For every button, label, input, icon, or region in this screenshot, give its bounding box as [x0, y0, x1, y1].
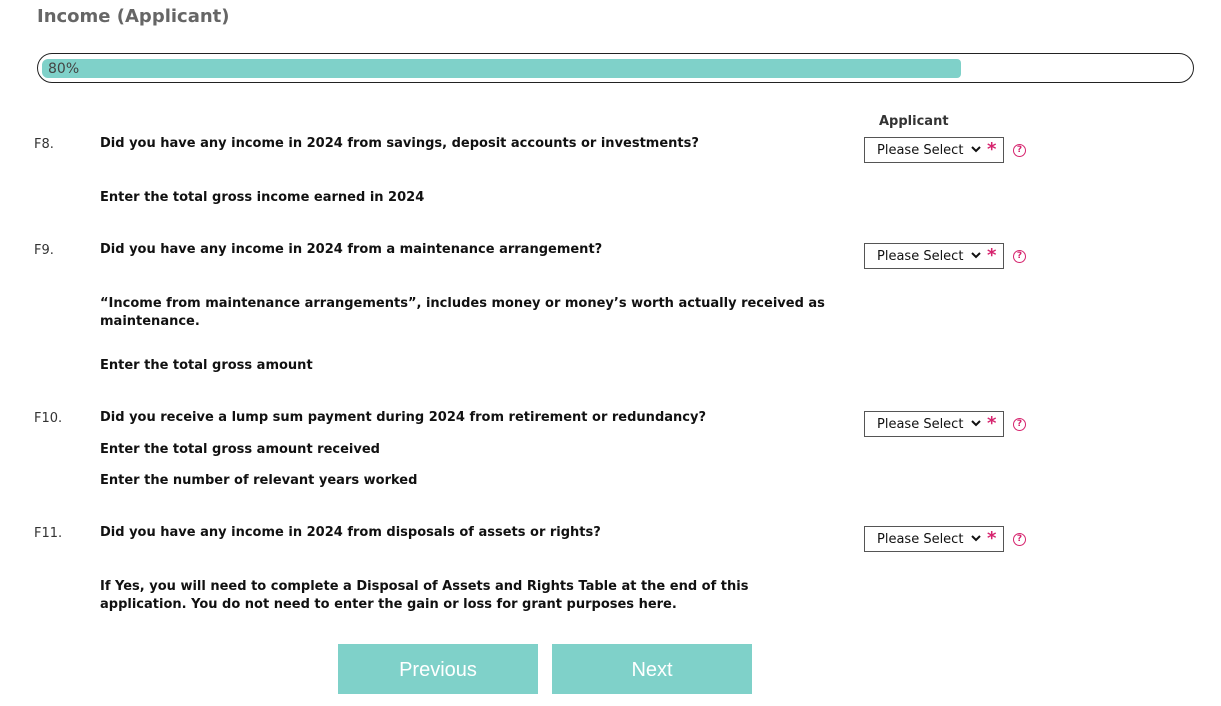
select-value: Please Select: [877, 249, 964, 264]
applicant-select-f11[interactable]: [864, 526, 1004, 552]
select-value: Please Select: [877, 532, 964, 547]
progress-fill: [42, 59, 961, 78]
applicant-select-f8[interactable]: [864, 137, 1004, 163]
question-note: Enter the total gross amount: [100, 358, 313, 373]
progress-bar: [37, 53, 1194, 83]
chevron-down-icon: [971, 531, 981, 545]
page-title: Income (Applicant): [37, 6, 230, 27]
question-text: Did you have any income in 2024 from savings, deposit accounts or investments?: [100, 136, 699, 151]
progress-label: 80%: [48, 61, 80, 77]
previous-button[interactable]: Previous: [338, 644, 538, 694]
question-number: F10.: [34, 411, 63, 426]
required-asterisk-icon: *: [987, 413, 997, 434]
question-note: Enter the number of relevant years worked: [100, 473, 418, 488]
help-icon[interactable]: ?: [1013, 250, 1026, 263]
question-text: Did you have any income in 2024 from disposals of assets or rights?: [100, 525, 601, 540]
question-text: Did you have any income in 2024 from a maintenance arrangement?: [100, 242, 603, 257]
required-asterisk-icon: *: [987, 528, 997, 549]
chevron-down-icon: [971, 142, 981, 156]
help-icon[interactable]: ?: [1013, 533, 1026, 546]
question-text: Did you receive a lump sum payment during 2024 from retirement or redundancy?: [100, 410, 706, 425]
help-icon[interactable]: ?: [1013, 144, 1026, 157]
question-note: If Yes, you will need to complete a Disposal of Assets and Rights Table at the end of this application. You do not need to enter the gain or loss for grant purposes here.: [100, 579, 749, 612]
question-note: Enter the total gross income earned in 2024: [100, 190, 425, 205]
question-number: F8.: [34, 137, 54, 152]
required-asterisk-icon: *: [987, 139, 997, 160]
chevron-down-icon: [971, 248, 981, 262]
next-button[interactable]: Next: [552, 644, 752, 694]
select-value: Please Select: [877, 143, 964, 158]
column-header-applicant: Applicant: [879, 114, 949, 129]
help-icon[interactable]: ?: [1013, 418, 1026, 431]
question-note: Enter the total gross amount received: [100, 442, 380, 457]
question-number: F11.: [34, 526, 63, 541]
applicant-select-f9[interactable]: [864, 243, 1004, 269]
chevron-down-icon: [971, 416, 981, 430]
applicant-select-f10[interactable]: [864, 411, 1004, 437]
required-asterisk-icon: *: [987, 245, 997, 266]
question-number: F9.: [34, 243, 54, 258]
question-note: “Income from maintenance arrangements”, includes money or money’s worth actually received as maintenance.: [100, 296, 825, 329]
select-value: Please Select: [877, 417, 964, 432]
